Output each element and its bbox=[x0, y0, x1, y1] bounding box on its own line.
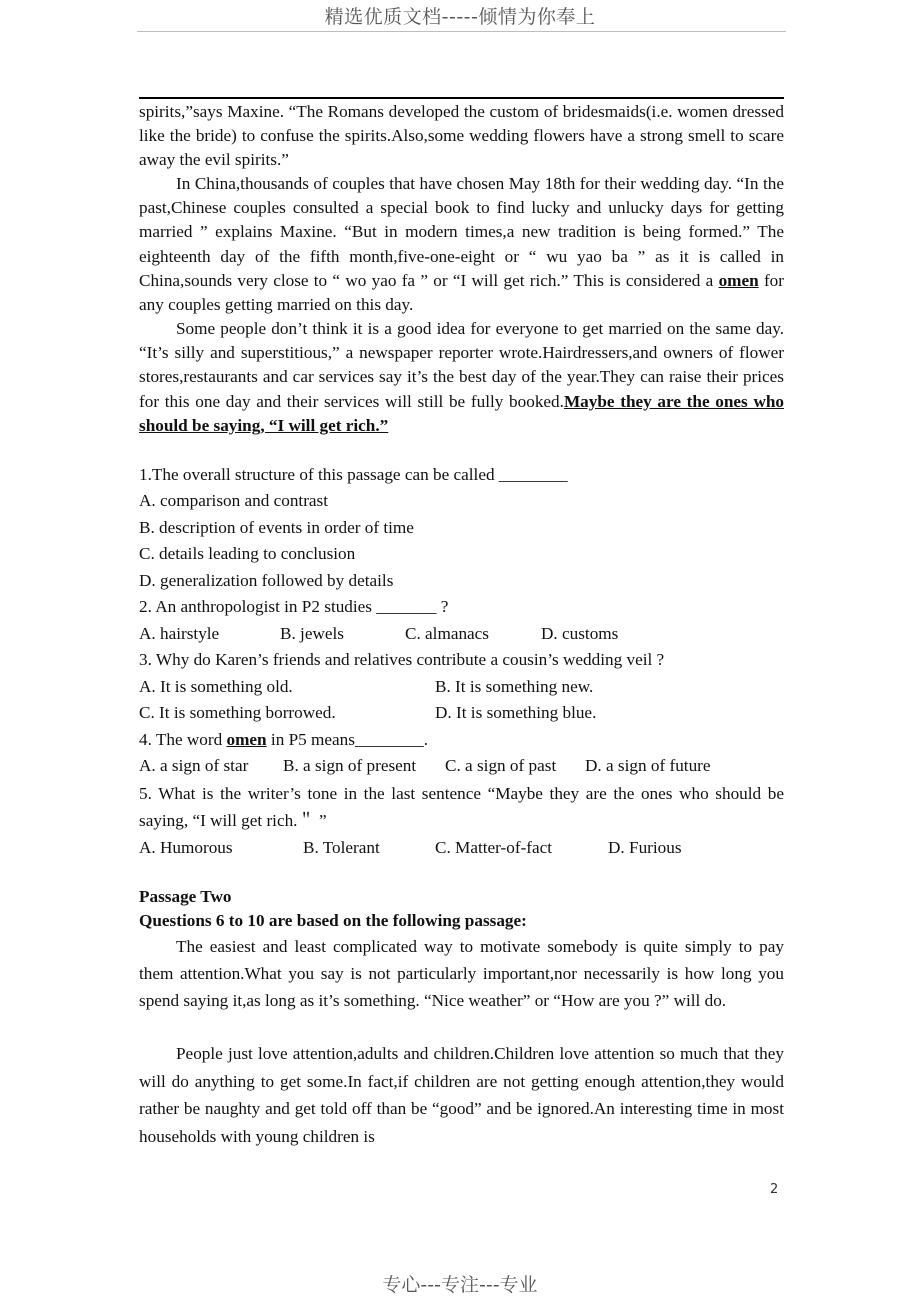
q4-option-d: D. a sign of future bbox=[585, 756, 711, 775]
question-5: 5. What is the writer’s tone in the last sentence “Maybe they are the ones who should be saying, “I will get rich.＂ ” bbox=[139, 784, 784, 830]
q1-option-b: B. description of events in order of time bbox=[139, 518, 414, 537]
q4-option-c: C. a sign of past bbox=[445, 756, 557, 775]
question-2: 2. An anthropologist in P2 studies _______ ? bbox=[139, 597, 449, 616]
q3-option-d: D. It is something blue. bbox=[435, 703, 597, 722]
q3-option-c: C. It is something borrowed. bbox=[139, 703, 336, 722]
passage-two-paragraph-2: People just love attention,adults and children.Children love attention so much that they will do anything to get some.In fact,if children are not getting enough attention,they would rather be naughty and get told off than be “good” and be ignored.An interesting time in most households with young children is bbox=[139, 1044, 784, 1146]
passage-two-title: Passage Two bbox=[139, 887, 232, 906]
q2-option-b: B. jewels bbox=[280, 624, 344, 643]
q5-option-c: C. Matter-of-fact bbox=[435, 838, 553, 857]
q2-option-d: D. customs bbox=[541, 624, 619, 643]
q3-option-a: A. It is something old. bbox=[139, 677, 293, 696]
page-footer: 专心---专注---专业 bbox=[382, 1274, 538, 1296]
maybe-sentence: Maybe they are the ones who should be saying, “I will get rich.” bbox=[139, 391, 785, 435]
paragraph-china bbox=[139, 172, 784, 317]
q5-option-d: D. Furious bbox=[608, 838, 682, 857]
q2-option-a: A. hairstyle bbox=[139, 624, 220, 643]
q1-option-d: D. generalization followed by details bbox=[139, 571, 394, 590]
question-4-omen: omen bbox=[226, 730, 267, 749]
page-number: 2 bbox=[770, 1182, 779, 1197]
question-4-end: in P5 means________. bbox=[266, 730, 428, 749]
paragraph-some-people-text: Some people don’t think it is a good idea for everyone to get married on the same day. “It’s silly and superstitious,” a newspaper reporter wrote.Hairdressers,and owners of flower stores,restaurants and car services say it’s the best day of the year.They can raise their prices for this one day and their services will still be fully booked. bbox=[139, 319, 784, 411]
passage-two-paragraph-1: The easiest and least complicated way to motivate somebody is quite simply to pay them attention.What you say is not particularly important,nor necessarily is how long you spend saying it,as long as it’s something. “Nice weather” or “How are you ?” will do. bbox=[139, 937, 784, 1010]
header-divider bbox=[137, 31, 786, 32]
q5-option-a: A. Humorous bbox=[139, 838, 233, 857]
question-4 bbox=[139, 728, 428, 752]
q1-option-a: A. comparison and contrast bbox=[139, 491, 329, 510]
q2-option-c: C. almanacs bbox=[405, 624, 489, 643]
paragraph-some-people bbox=[139, 317, 784, 438]
body-rule bbox=[139, 97, 784, 99]
paragraph-china-end: for any couples getting married on this day. bbox=[139, 270, 784, 315]
q3-option-b: B. It is something new. bbox=[435, 677, 594, 696]
page-header: 精选优质文档-----倾情为你奉上 bbox=[324, 6, 596, 28]
question-1: 1.The overall structure of this passage can be called ________ bbox=[139, 465, 568, 484]
passage-two-instruction: Questions 6 to 10 are based on the following passage: bbox=[139, 911, 527, 930]
q4-option-a: A. a sign of star bbox=[139, 756, 249, 775]
question-3: 3. Why do Karen’s friends and relatives contribute a cousin’s wedding veil ? bbox=[139, 650, 665, 669]
q5-option-b: B. Tolerant bbox=[303, 838, 380, 857]
paragraph-china-text: In China,thousands of couples that have chosen May 18th for their wedding day. “In the past,Chinese couples consulted a special book to find lucky and unlucky days for getting married ” explains Maxine. “But in modern times,a new tradition is being formed.” The eighteenth day of the fifth month,five-one-eight or “ wu yao ba ” as it is called in China,sounds very close to “ wo yao fa ” or “I will get rich.” This is considered a bbox=[139, 174, 784, 290]
q4-option-b: B. a sign of present bbox=[283, 756, 417, 775]
omen-word: omen bbox=[718, 270, 759, 290]
q1-option-c: C. details leading to conclusion bbox=[139, 544, 356, 563]
question-4-text: 4. The word bbox=[139, 730, 227, 749]
paragraph-spirits: spirits,”says Maxine. “The Romans developed the custom of bridesmaids(i.e. women dressed like the bride) to confuse the spirits.Also,some wedding flowers have a strong smell to scare away the evil spirits.” bbox=[139, 102, 784, 170]
